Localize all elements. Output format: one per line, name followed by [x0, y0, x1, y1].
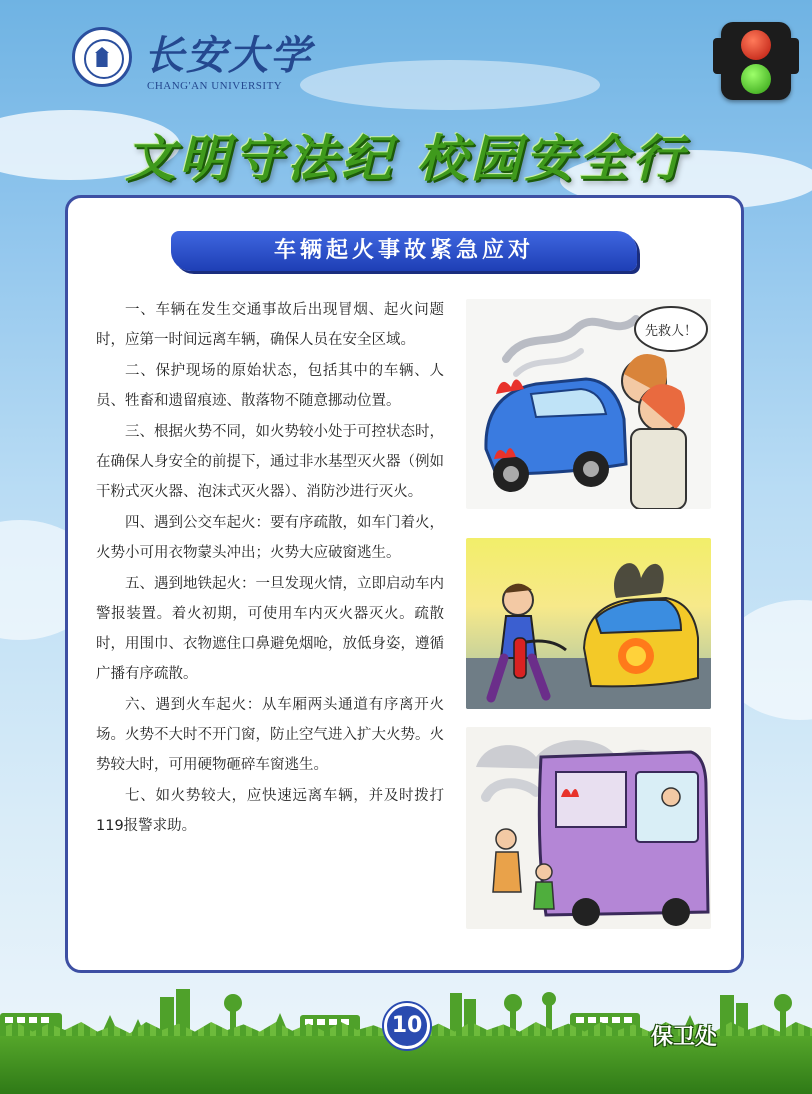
- page-number-badge: 10: [384, 1003, 430, 1049]
- speech-bubble-text: 先救人！: [644, 324, 698, 339]
- paragraph: 三、根据火势不同，如火势较小处于可控状态时，在确保人身安全的前提下，通过非水基型灭火器（例如干粉式灭火器、泡沫式灭火器）、消防沙进行灭火。: [96, 424, 444, 500]
- bus-evacuation-illustration: [466, 727, 711, 929]
- paragraph: 二、保护现场的原始状态，包括其中的车辆、人员、牲畜和遗留痕迹、散落物不随意挪动位置。: [96, 363, 444, 409]
- paragraph: 六、遇到火车起火：从车厢两头通道有序离开火场。火势不大时不开门窗，防止空气进入扩大火势。火势较大时，可用硬物砸碎车窗逃生。: [96, 697, 444, 773]
- paragraph: 五、遇到地铁起火：一旦发现火情，立即启动车内警报装置。着火初期，可使用车内灭火器灭火。疏散时，用围巾、衣物遮住口鼻避免烟呛，放低身姿，遵循广播有序疏散。: [96, 576, 444, 682]
- cloud-decoration: [300, 60, 600, 110]
- car-fire-illustration: [466, 299, 711, 509]
- university-seal-icon: [72, 27, 132, 87]
- section-title-banner: 车辆起火事故紧急应对: [171, 231, 637, 271]
- university-name-cn: 长安大学: [144, 32, 312, 79]
- paragraph: 一、车辆在发生交通事故后出现冒烟、起火问题时，应第一时间远离车辆，确保人员在安全区域。: [96, 302, 444, 348]
- university-name-en: CHANG'AN UNIVERSITY: [147, 80, 283, 92]
- department-label: 保卫处: [651, 1025, 718, 1050]
- paragraph: 七、如火势较大，应快速远离车辆，并及时拨打119报警求助。: [96, 788, 444, 834]
- poster-headline: 文明守法纪 校园安全行: [125, 130, 687, 188]
- traffic-light-icon: [721, 22, 791, 100]
- body-text: [96, 295, 444, 842]
- extinguisher-illustration: [466, 538, 711, 709]
- paragraph: 四、遇到公交车起火：要有序疏散，如车门着火，火势小可用衣物蒙头冲出；火势大应破窗逃生。: [96, 515, 444, 561]
